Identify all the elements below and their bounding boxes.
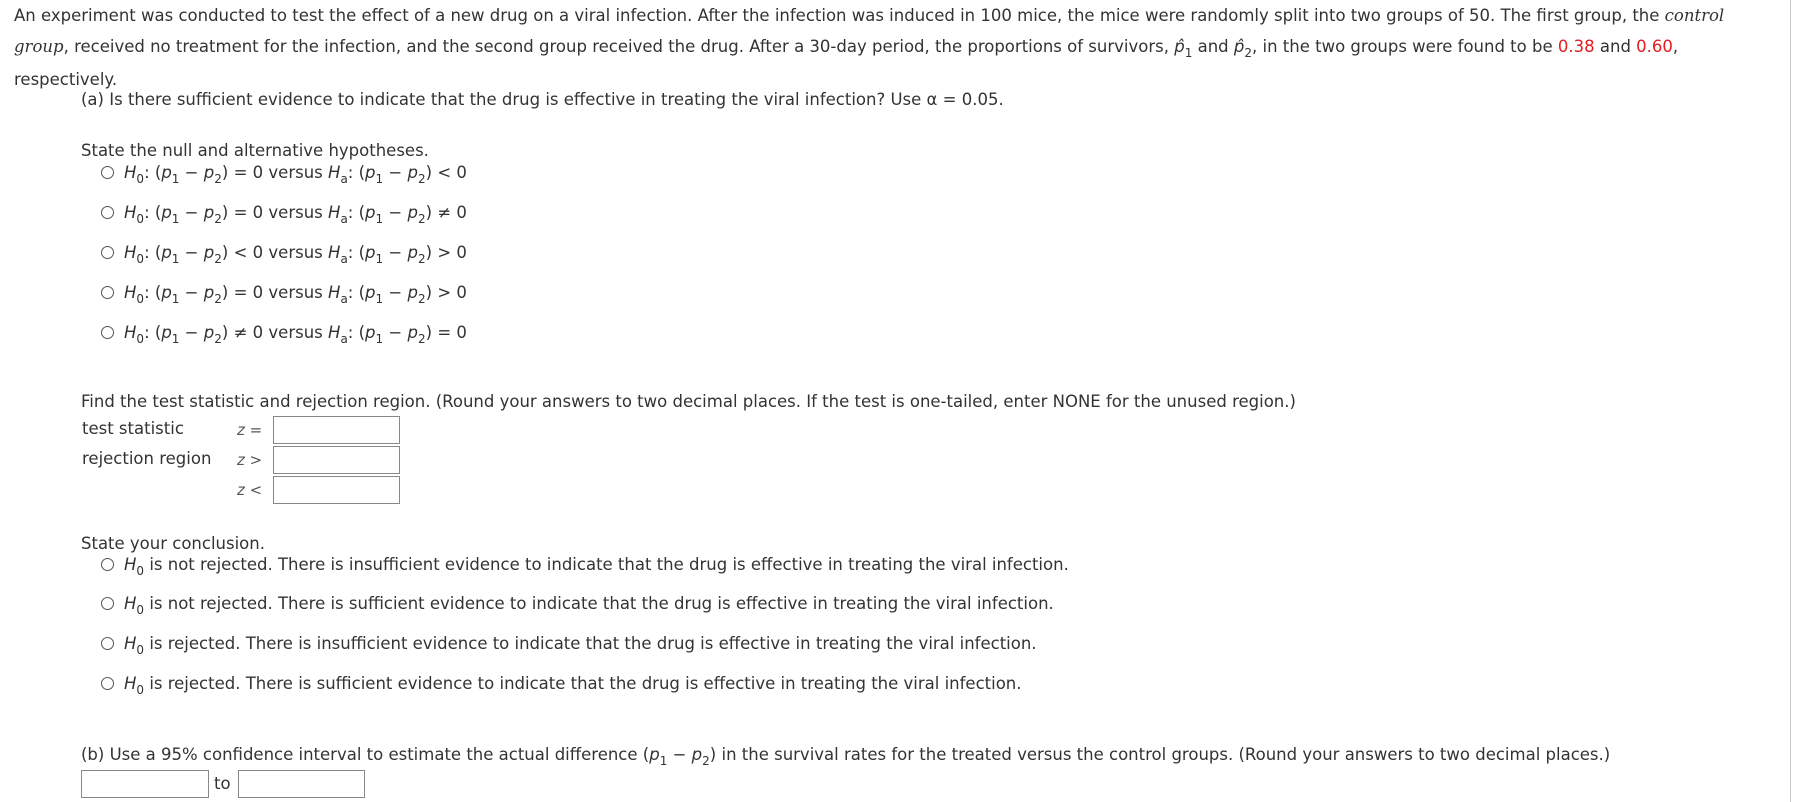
test-statistic-prompt: Find the test statistic and rejection region. (Round your answers to two decimal places. If the test is one-tailed, enter NONE for the unused region.) [81, 392, 1296, 411]
h0-relation: < [233, 243, 248, 262]
h0-value: 0 [252, 323, 264, 342]
z-equals-label: z = [237, 421, 263, 439]
hypothesis-option[interactable] [101, 243, 467, 266]
h0-relation: = [233, 163, 248, 182]
ci-upper-input[interactable] [238, 770, 365, 798]
h0-symbol: $H_0$ [124, 674, 145, 697]
z-less-label: z < [237, 481, 263, 499]
intro-control-word: control [1664, 6, 1725, 25]
conclusion-text: is rejected. There is sufficient evidence to indicate that the drug is effective in treating the viral infection. [149, 674, 1022, 693]
intro-and: and [1197, 37, 1229, 56]
radio-button[interactable] [101, 246, 114, 259]
conclusion-option[interactable] [101, 594, 1054, 617]
conclusion-text: is not rejected. There is sufficient evidence to indicate that the drug is effective in treating the viral infection. [149, 594, 1054, 613]
hypotheses-prompt: State the null and alternative hypotheses. [81, 141, 429, 160]
z-greater-label: z > [237, 451, 263, 469]
hypothesis-option[interactable] [101, 323, 467, 346]
p-hat-2: p̂ [1233, 37, 1245, 56]
radio-button[interactable] [101, 166, 114, 179]
ha-value: 0 [456, 203, 467, 222]
p-hat-1: p̂ [1174, 37, 1185, 56]
intro-text-respectively: respectively. [14, 70, 118, 89]
hypothesis-text: $H_0$: $(p_1 - p_2) < 0$ versus $H_a$: $(p_1 - p_2) > 0$ [124, 243, 467, 266]
ha-value: 0 [456, 323, 467, 342]
intro-text-3: , in the two groups were found to be [1252, 37, 1553, 56]
conclusion-option[interactable] [101, 674, 1022, 697]
intro-text-1: An experiment was conducted to test the effect of a new drug on a viral infection. After the infection was induced in 100 mice, the mice were randomly split into two groups of 50. The first group, the [14, 6, 1660, 25]
intro-comma: , [1672, 37, 1679, 56]
rejection-upper-input[interactable] [273, 446, 400, 474]
ha-value: 0 [456, 283, 467, 302]
rejection-region-label: rejection region [82, 449, 212, 468]
h0-symbol: $H_0$ [124, 555, 145, 578]
radio-button[interactable] [101, 677, 114, 690]
ha-relation: > [437, 243, 452, 262]
versus-word: versus [268, 163, 323, 182]
h0-symbol: $H_0$ [124, 594, 145, 617]
radio-button[interactable] [101, 558, 114, 571]
ha-value: 0 [456, 163, 467, 182]
conclusion-option[interactable] [101, 634, 1037, 657]
intro-text-2: , received no treatment for the infection, and the second group received the drug. After a 30-day period, the proportions of survivors, [63, 37, 1169, 56]
h0-value: 0 [252, 163, 264, 182]
ci-lower-input[interactable] [81, 770, 209, 798]
part-b-question-post: in the survival rates for the treated versus the control groups. (Round your answers to two decimal places.) [721, 745, 1611, 764]
h0-relation: = [233, 203, 248, 222]
radio-button[interactable] [101, 206, 114, 219]
p-hat-1-sub: 1 [1184, 46, 1193, 60]
survivor-proportion-1: 0.38 [1557, 37, 1595, 56]
conclusion-text: is rejected. There is insufficient evidence to indicate that the drug is effective in treating the viral infection. [149, 634, 1037, 653]
p-hat-2-sub: 2 [1244, 46, 1253, 60]
versus-word: versus [268, 323, 323, 342]
ha-relation: < [437, 163, 452, 182]
page-right-border [1790, 0, 1791, 802]
conclusion-text: is not rejected. There is insufficient evidence to indicate that the drug is effective in treating the viral infection. [149, 555, 1069, 574]
test-statistic-input[interactable] [273, 416, 400, 444]
test-statistic-label: test statistic [82, 419, 184, 438]
h0-symbol: $H_0$ [124, 634, 145, 657]
intro-and-2: and [1599, 37, 1631, 56]
rejection-lower-input[interactable] [273, 476, 400, 504]
part-a-question: (a) Is there sufficient evidence to indicate that the drug is effective in treating the viral infection? Use α = 0.05. [81, 90, 1004, 109]
part-b-question-pre: (b) Use a 95% confidence interval to estimate the actual difference [81, 745, 638, 764]
conclusion-prompt: State your conclusion. [81, 534, 265, 553]
hypothesis-text: $H_0$: $(p_1 - p_2) = 0$ versus $H_a$: $(p_1 - p_2) > 0$ [124, 283, 467, 306]
hypothesis-option[interactable] [101, 283, 467, 306]
versus-word: versus [268, 243, 323, 262]
part-b-question [81, 745, 1611, 768]
ha-relation: > [437, 283, 452, 302]
versus-word: versus [268, 283, 323, 302]
h0-value: 0 [252, 203, 264, 222]
hypothesis-text: $H_0$: $(p_1 - p_2) \ne 0$ versus $H_a$: $(p_1 - p_2) = 0$ [124, 323, 467, 346]
hypothesis-text: $H_0$: $(p_1 - p_2) = 0$ versus $H_a$: $(p_1 - p_2) < 0$ [124, 163, 467, 186]
intro-group-word: group [14, 37, 64, 56]
h0-relation: = [233, 283, 248, 302]
hypothesis-option[interactable] [101, 203, 467, 226]
h0-value: 0 [252, 283, 264, 302]
radio-button[interactable] [101, 637, 114, 650]
ha-relation: = [437, 323, 452, 342]
radio-button[interactable] [101, 326, 114, 339]
h0-relation: ≠ [233, 323, 248, 342]
ha-value: 0 [456, 243, 467, 262]
radio-button[interactable] [101, 597, 114, 610]
part-b-difference-expr: $(p_1 - p_2)$ [642, 745, 717, 768]
radio-button[interactable] [101, 286, 114, 299]
problem-intro [14, 0, 1774, 95]
ha-relation: ≠ [437, 203, 452, 222]
hypothesis-text: $H_0$: $(p_1 - p_2) = 0$ versus $H_a$: $(p_1 - p_2) \ne 0$ [124, 203, 467, 226]
versus-word: versus [268, 203, 323, 222]
survivor-proportion-2: 0.60 [1636, 37, 1673, 56]
h0-value: 0 [252, 243, 264, 262]
hypothesis-option[interactable] [101, 163, 467, 186]
conclusion-option[interactable] [101, 555, 1069, 578]
ci-to-label: to [214, 774, 231, 793]
